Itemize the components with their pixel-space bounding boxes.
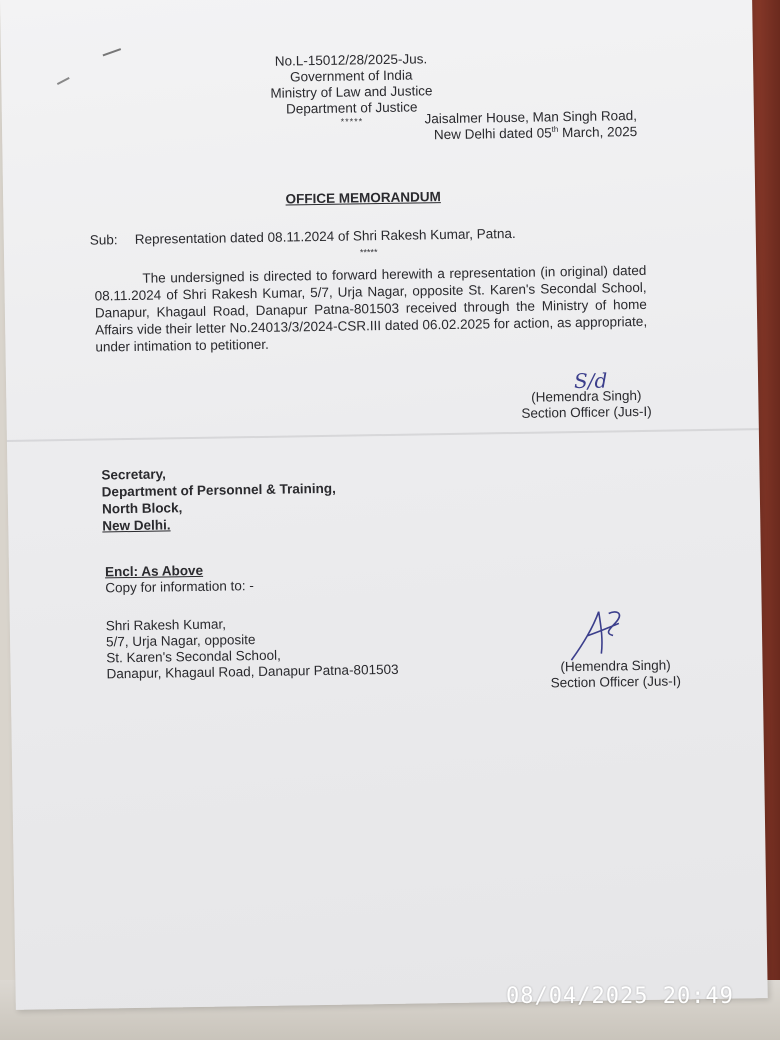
copy-to-line-2: 5/7, Urja Nagar, opposite <box>105 632 256 650</box>
subject-stars: ***** <box>359 247 378 258</box>
copy-to-line-1: Shri Rakesh Kumar, <box>105 616 227 634</box>
handwritten-signature-icon <box>565 605 636 666</box>
page-fold-line <box>7 428 759 442</box>
copy-to-block <box>106 613 467 683</box>
signature-block-2 <box>540 657 690 691</box>
addressee-line-4 <box>102 513 402 535</box>
copy-for-information: Copy for information to: - <box>105 578 254 596</box>
reference-number: No.L-15012/28/2025-Jus. <box>274 51 428 69</box>
date-superscript: th <box>551 124 559 134</box>
date-suffix: March, 2025 <box>558 124 638 141</box>
signatory-name-2: (Hemendra Singh) <box>560 657 671 675</box>
enclosure-block <box>105 560 405 597</box>
signatory-name: (Hemendra Singh) <box>531 387 642 405</box>
subject-label: Sub: <box>89 232 118 248</box>
date-line <box>397 124 637 144</box>
header-stars: ***** <box>340 116 364 127</box>
copy-to-line-3: St. Karen's Secondal School, <box>106 647 281 666</box>
addressee-block <box>101 462 402 535</box>
addressee-city: New Delhi. <box>102 517 171 534</box>
addressee-line-2: Department of Personnel & Training, <box>101 480 336 500</box>
addressee-line-3: North Block, <box>101 500 183 517</box>
addressee-line-1: Secretary, <box>101 466 166 483</box>
signature-block-1 <box>511 388 661 422</box>
address-line: Jaisalmer House, Man Singh Road, <box>424 108 638 127</box>
memo-body: The undersigned is directed to forward herewith a representation (in original) dated 08.11.2024 of Shri Rakesh Kumar, 5/7, Urja Nagar, opposite St. Karen's Secondal School, Danapur, Khagaul Road, Danapur Patna-801503 received through the Ministry of home Affairs vide their letter No.24013/3/2024-CSR.III dated 06.02.2025 for action, as appropriate, under intimation to petitioner. <box>94 262 648 355</box>
memo-title-text: OFFICE MEMORANDUM <box>285 189 441 207</box>
copy-to-line-4: Danapur, Khagaul Road, Danapur Patna-801503 <box>106 661 399 682</box>
pen-mark-icon <box>51 43 142 94</box>
memo-title <box>203 188 523 209</box>
department-line: Department of Justice <box>285 99 418 117</box>
signatory-designation: Section Officer (Jus-I) <box>521 403 652 421</box>
signatory-designation-2: Section Officer (Jus-I) <box>550 673 682 691</box>
enclosure-label: Encl: As Above <box>104 562 204 580</box>
ministry-line: Ministry of Law and Justice <box>270 83 433 101</box>
subject-text: Representation dated 08.11.2024 of Shri Rakesh Kumar, Patna. <box>134 225 516 247</box>
government-line: Government of India <box>289 67 413 85</box>
place-date-block <box>397 108 637 144</box>
photo-timestamp: 08/04/2025 20:49 <box>506 984 734 1009</box>
signature-mark: S/d <box>573 368 608 394</box>
date-prefix: New Delhi dated 05 <box>433 125 552 143</box>
